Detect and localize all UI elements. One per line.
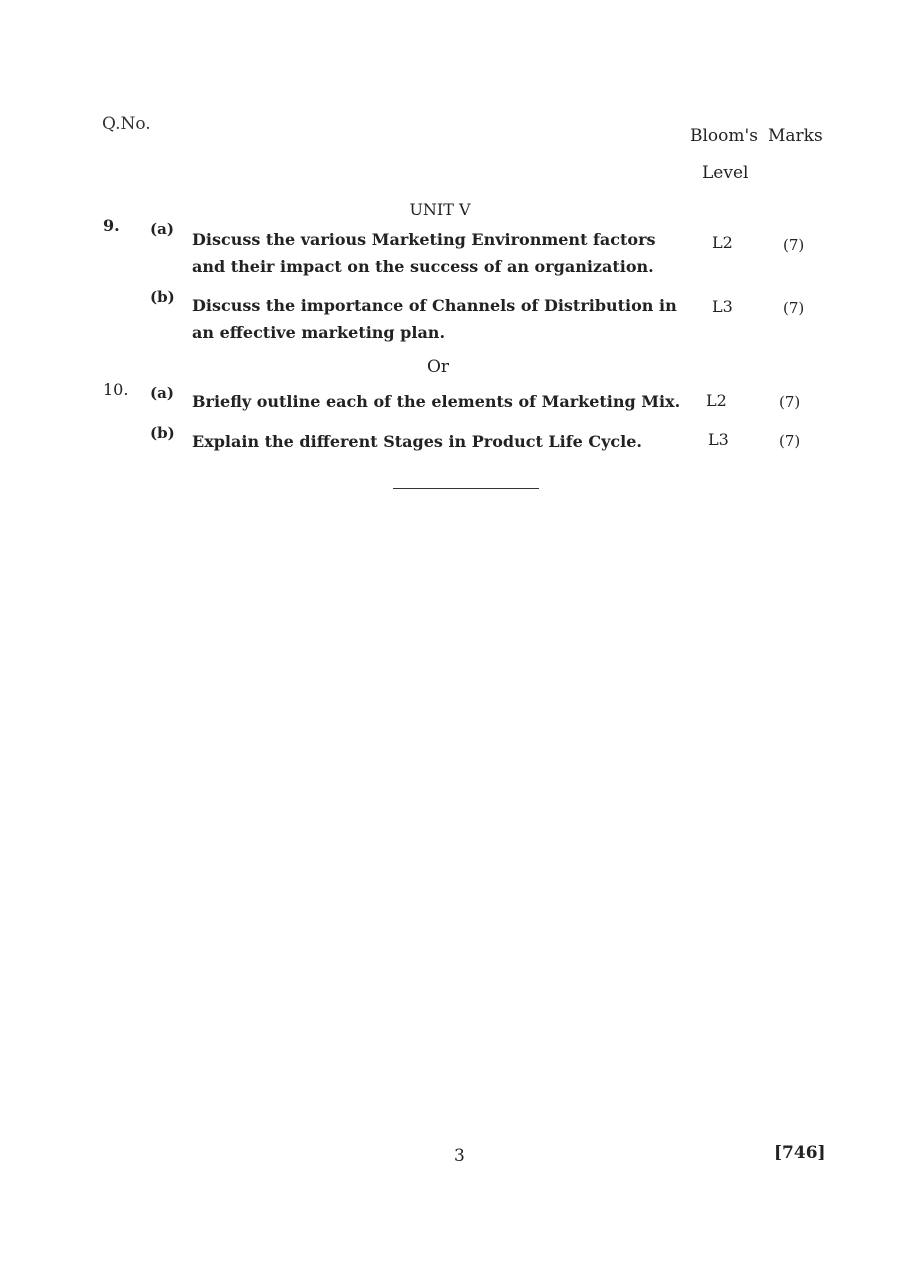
part-label: (a) [150,384,174,402]
blooms-level: L3 [712,297,733,316]
question-number: 10. [103,380,129,399]
paper-code: [746] [774,1143,826,1163]
blooms-header: Bloom's [690,126,758,146]
question-text: Explain the different Stages in Product Life Cycle. [192,432,642,451]
marks-header: Marks [768,126,823,146]
or-separator: Or [426,357,450,377]
marks-value: (7) [783,236,805,254]
level-header: Level [702,163,749,183]
marks-value: (7) [779,393,801,411]
page-number: 3 [454,1146,465,1166]
unit-title: UNIT V [409,200,471,219]
blooms-level: L3 [708,430,729,449]
part-label: (b) [150,424,175,442]
question-text: Briefly outline each of the elements of Marketing Mix. [192,392,681,411]
question-text: Discuss the various Marketing Environment factors and their impact on the success of an organization. [192,230,656,276]
qno-header: Q.No. [102,114,151,134]
part-label: (b) [150,288,175,306]
part-label: (a) [150,220,174,238]
end-rule [393,488,539,489]
marks-value: (7) [779,432,801,450]
marks-value: (7) [783,299,805,317]
question-text: Discuss the importance of Channels of Distribution in an effective marketing plan. [192,296,677,342]
question-number: 9. [103,216,120,235]
blooms-level: L2 [706,391,727,410]
blooms-level: L2 [712,233,733,252]
